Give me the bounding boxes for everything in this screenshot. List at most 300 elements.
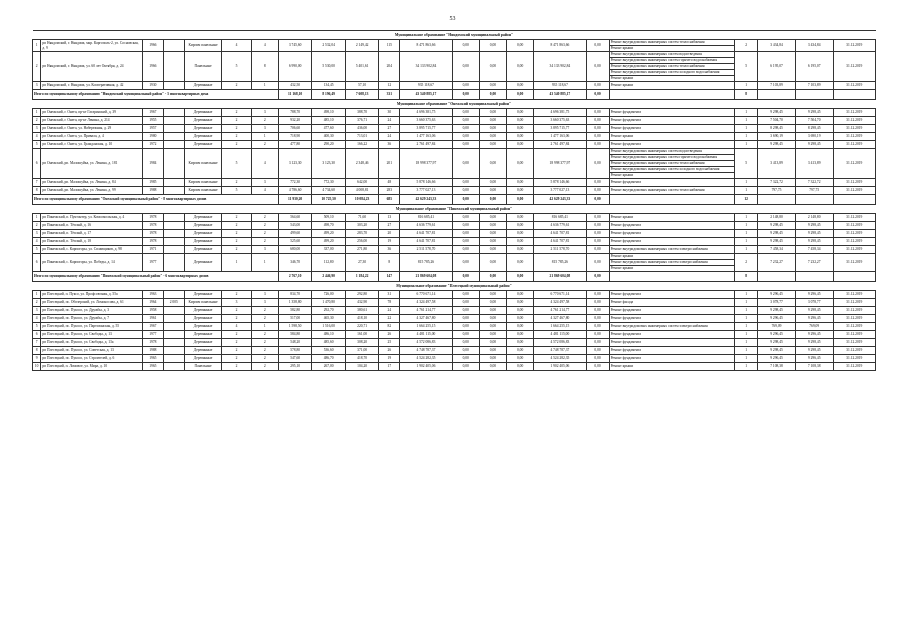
cell-cost: 4 748 787,37 [400, 347, 452, 355]
cell-z1: 0,00 [452, 299, 479, 307]
cell-addr: рп Плесецкий, пс. Пуксоо, ул. Партизанская, д. 55 [41, 323, 143, 331]
cell-z4: 0,00 [586, 133, 609, 141]
cell-z4: 0,00 [586, 109, 609, 117]
cell-a3: 256,00 [345, 238, 378, 246]
total-a1: 2 767,10 [278, 272, 311, 282]
cell-cost: 6 770 671,14 [400, 291, 452, 299]
cell-k: 1 [735, 299, 758, 307]
cell-a2: 5 530,00 [312, 52, 345, 82]
cell-a1: 706,60 [278, 125, 311, 133]
total-a3: 7 608,13 [345, 90, 378, 100]
cell-c2: 1 477 163,06 [534, 133, 586, 141]
cell-works [609, 52, 735, 82]
cell-z3: 0,00 [507, 52, 534, 82]
work-item: Ремонт внутридомовых инженерных систем электроснабжения [610, 247, 708, 251]
cell-a3: 388,70 [345, 109, 378, 117]
cell-addr: рп Пинежский, п. Тёплый, д. 16 [41, 222, 143, 230]
cell-y2 [163, 230, 184, 238]
total-empty-s1 [758, 195, 796, 205]
cell-s1: 7 458,34 [758, 246, 796, 254]
cell-addr: рп Плесецкий, пс. Пуксоо, ул. Советская, д. 13 [41, 347, 143, 355]
cell-k: 1 [735, 363, 758, 371]
cell-a1: 1 598,50 [278, 323, 311, 331]
work-item: Ремонт фундамента [610, 332, 641, 336]
cell-k: 1 [735, 187, 758, 195]
section-title: Муниципальное образование "Няндомский муниципальный район" [33, 31, 876, 40]
cell-date: 31.12.2019 [833, 339, 875, 347]
cell-n: 6 [33, 149, 41, 179]
page-number: 53 [449, 16, 456, 22]
total-works-empty [609, 195, 735, 205]
cell-works [609, 141, 735, 149]
total-cost: 21 869 604,08 [400, 272, 452, 282]
cell-z3: 0,00 [507, 117, 534, 125]
cell-a1: 477,80 [278, 141, 311, 149]
total-c2: 42 629 243,33 [534, 195, 586, 205]
cell-z3: 0,00 [507, 355, 534, 363]
cell-floors: 2 [222, 125, 251, 133]
cell-z1: 0,00 [452, 307, 479, 315]
table-row [33, 109, 876, 117]
cell-cost: 4 524 282,35 [400, 355, 452, 363]
table-row [33, 40, 876, 52]
cell-s2: 9 298,45 [795, 141, 833, 149]
cell-c2: 5 878 146,66 [534, 179, 586, 187]
cell-a2: 498,70 [312, 222, 345, 230]
cell-a2: 2 532,04 [312, 40, 345, 52]
cell-a1: 1 358,80 [278, 299, 311, 307]
cell-year: 1988 [142, 347, 163, 355]
cell-date: 31.12.2019 [833, 347, 875, 355]
cell-entr: 4 [251, 149, 278, 179]
cell-z1: 0,00 [452, 52, 479, 82]
cell-z3: 0,00 [507, 109, 534, 117]
cell-z3: 0,00 [507, 347, 534, 355]
total-z2: 0,00 [479, 195, 506, 205]
cell-year: 1980 [142, 133, 163, 141]
cell-z3: 0,00 [507, 40, 534, 52]
cell-year: 1958 [142, 307, 163, 315]
cell-cost: 3 777 027,13 [400, 187, 452, 195]
table-row [33, 141, 876, 149]
cell-z3: 0,00 [507, 141, 534, 149]
cell-z3: 0,00 [507, 339, 534, 347]
cell-cost: 4 696 381,75 [400, 109, 452, 117]
cell-addr: рп Няндомский, г. Няндома, ул. 60 лет Октября, д. 24 [41, 52, 143, 82]
cell-cost: 4 481 115,00 [400, 331, 452, 339]
cell-addr: рп Плесецкий, п. Пуксо, ул. Профсоюзная, д. 55а [41, 291, 143, 299]
cell-a3: 418,70 [345, 355, 378, 363]
cell-a3: 57,10 [345, 82, 378, 90]
cell-z4: 0,00 [586, 141, 609, 149]
cell-walls: Деревянные [184, 222, 222, 230]
cell-a3: 642,00 [345, 179, 378, 187]
cell-c2: 935 118,67 [534, 82, 586, 90]
cell-floors: 5 [222, 149, 251, 179]
cell-z2: 0,00 [479, 109, 506, 117]
cell-walls: Деревянные [184, 230, 222, 238]
work-item: Ремонт фундамента [610, 110, 641, 114]
work-item: Ремонт внутридомовых инженерных систем горячего водоснабжения [610, 155, 735, 161]
cell-a1: 788,70 [278, 109, 311, 117]
work-item: Ремонт фундамента [610, 292, 641, 296]
cell-z1: 0,00 [452, 291, 479, 299]
cell-s2: 6 195,07 [795, 52, 833, 82]
cell-z4: 0,00 [586, 149, 609, 179]
work-item: Ремонт внутридомовых инженерных систем горячего водоснабжения [610, 58, 735, 64]
table-row [33, 222, 876, 230]
cell-z3: 0,00 [507, 363, 534, 371]
cell-y2 [163, 109, 184, 117]
work-item: Ремонт внутридомовых инженерных систем электроснабжения [610, 324, 708, 328]
cell-a3: 371,00 [345, 347, 378, 355]
cell-res: 19 [379, 238, 400, 246]
cell-year: 1977 [142, 331, 163, 339]
cell-date: 31.12.2019 [833, 230, 875, 238]
cell-floors: 2 [222, 339, 251, 347]
cell-date: 31.12.2019 [833, 331, 875, 339]
cell-y2 [163, 117, 184, 125]
cell-z3: 0,00 [507, 214, 534, 222]
cell-a1: 4 786,60 [278, 187, 311, 195]
cell-works [609, 133, 735, 141]
total-z4: 0,00 [586, 272, 609, 282]
cell-date: 31.12.2019 [833, 291, 875, 299]
cell-floors: 2 [222, 230, 251, 238]
cell-k: 1 [735, 214, 758, 222]
table-row [33, 238, 876, 246]
cell-s2: 9 296,45 [795, 355, 833, 363]
cell-date: 31.12.2019 [833, 355, 875, 363]
cell-walls: Панельные [184, 52, 222, 82]
cell-date: 31.12.2019 [833, 179, 875, 187]
cell-a2: 486,70 [312, 355, 345, 363]
work-item: Ремонт фундамента [610, 180, 641, 184]
table-row [33, 307, 876, 315]
cell-works [609, 117, 735, 125]
cell-works [609, 222, 735, 230]
cell-a2: 1 470,80 [312, 299, 345, 307]
cell-works [609, 323, 735, 331]
cell-z3: 0,00 [507, 187, 534, 195]
cell-z2: 0,00 [479, 315, 506, 323]
table-row [33, 179, 876, 187]
cell-y2 [163, 347, 184, 355]
cell-z1: 0,00 [452, 222, 479, 230]
cell-z2: 0,00 [479, 299, 506, 307]
cell-s2: 9 298,45 [795, 347, 833, 355]
cell-entr: 3 [251, 246, 278, 254]
cell-z1: 0,00 [452, 214, 479, 222]
cell-n: 3 [33, 82, 41, 90]
cell-res: 48 [379, 179, 400, 187]
cell-y2 [163, 355, 184, 363]
cell-a1: 582,80 [278, 307, 311, 315]
cell-c2: 4 324 497,58 [534, 299, 586, 307]
cell-z2: 0,00 [479, 222, 506, 230]
cell-cost: 815 785,26 [400, 254, 452, 272]
cell-s1: 7 322,72 [758, 179, 796, 187]
cell-walls: Деревянные [184, 246, 222, 254]
cell-works [609, 179, 735, 187]
total-a3: 1 184,22 [345, 272, 378, 282]
total-empty-s1 [758, 90, 796, 100]
cell-s2: 9 298,45 [795, 238, 833, 246]
cell-c2: 2 761 497,84 [534, 141, 586, 149]
cell-y2 [163, 149, 184, 179]
work-item: Ремонт внутридомовых инженерных систем теплоснабжения [610, 64, 735, 70]
cell-year: 1977 [142, 254, 163, 272]
cell-k: 1 [735, 315, 758, 323]
cell-c2: 4 748 787,37 [534, 347, 586, 355]
cell-res: 24 [379, 307, 400, 315]
cell-s1: 3 413,89 [758, 149, 796, 179]
cell-year: 1984 [142, 149, 163, 179]
cell-z2: 0,00 [479, 331, 506, 339]
cell-z1: 0,00 [452, 355, 479, 363]
cell-walls: Деревянные [184, 133, 222, 141]
work-item: Ремонт крыши [610, 266, 634, 270]
cell-s2: 7 108,38 [795, 363, 833, 371]
cell-c2: 34 133 902,84 [534, 52, 586, 82]
cell-s2: 9 296,45 [795, 315, 833, 323]
cell-year: 1972 [142, 141, 163, 149]
cell-z4: 0,00 [586, 125, 609, 133]
cell-addr: рп Онежский, г. Онега, пр-кт Ленина, д. 214 [41, 117, 143, 125]
work-item: Ремонт внутридомовых инженерных систем холодного водоснабжения [610, 167, 735, 173]
cell-floors: 2 [222, 347, 251, 355]
cell-a3: 220,71 [345, 323, 378, 331]
cell-a1: 525,60 [278, 238, 311, 246]
cell-z4: 0,00 [586, 187, 609, 195]
cell-res: 204 [379, 52, 400, 82]
cell-z2: 0,00 [479, 347, 506, 355]
cell-s1: 9 298,45 [758, 230, 796, 238]
cell-year: 1963 [142, 291, 163, 299]
cell-addr: рп Онежский, г. Онега, ул. Набережная, д. 29 [41, 125, 143, 133]
cell-k: 1 [735, 222, 758, 230]
cell-a2: 290,20 [312, 141, 345, 149]
cell-res: 13 [379, 214, 400, 222]
cell-entr: 1 [251, 254, 278, 272]
total-z3: 0,00 [507, 272, 534, 282]
cell-s2: 769,09 [795, 323, 833, 331]
cell-z3: 0,00 [507, 254, 534, 272]
work-item: Ремонт крыши [610, 83, 634, 87]
cell-z1: 0,00 [452, 187, 479, 195]
cell-a1: 3 745,60 [278, 40, 311, 52]
cell-walls: Деревянные [184, 347, 222, 355]
cell-addr: рп Плесецкий, пс. Пуксоо, ул. Дружбы, д. 3 [41, 307, 143, 315]
cell-y2 [163, 254, 184, 272]
cell-walls: Деревянные [184, 331, 222, 339]
cell-floors: 2 [222, 363, 251, 371]
total-label: Итого по муниципальному образованию "Няндомский муниципальный район" - 3 многоквартирных дома [33, 90, 279, 100]
cell-floors: 5 [222, 187, 251, 195]
cell-c2: 4 572 086,83 [534, 339, 586, 347]
cell-a2: 134,45 [312, 82, 345, 90]
cell-res: 24 [379, 133, 400, 141]
cell-n: 1 [33, 109, 41, 117]
cell-a1: 432,50 [278, 82, 311, 90]
cell-s1: 9 296,45 [758, 331, 796, 339]
cell-y2: 2 005 [163, 299, 184, 307]
cell-y2 [163, 52, 184, 82]
cell-s1: 9 298,45 [758, 307, 796, 315]
total-k: 8 [735, 90, 758, 100]
cell-y2 [163, 339, 184, 347]
total-c2: 21 869 604,08 [534, 272, 586, 282]
cell-cost: 18 998 377,97 [400, 149, 452, 179]
total-res: 147 [379, 272, 400, 282]
cell-res: 27 [379, 125, 400, 133]
cell-addr: рп Няндомский, г. Няндома, мкр. Каргополь-2, ул. Сосновская, д. 9 [41, 40, 143, 52]
cell-a1: 772,30 [278, 179, 311, 187]
cell-addr: рп Онежский, рп. Малошуйка, ул. Ленина, д. 84 [41, 179, 143, 187]
cell-res: 82 [379, 323, 400, 331]
cell-c2: 4 524 282,35 [534, 355, 586, 363]
cell-y2 [163, 125, 184, 133]
cell-z4: 0,00 [586, 222, 609, 230]
total-z2: 0,00 [479, 272, 506, 282]
cell-date: 31.12.2019 [833, 133, 875, 141]
cell-a2: 486,10 [312, 331, 345, 339]
cell-year: 1978 [142, 339, 163, 347]
cell-z3: 0,00 [507, 230, 534, 238]
work-item: Ремонт фундамента [610, 316, 641, 320]
cell-s2: 3 078,77 [795, 299, 833, 307]
cell-c2: 4 636 779,61 [534, 222, 586, 230]
cell-works [609, 299, 735, 307]
cell-y2 [163, 315, 184, 323]
cell-walls: Деревянные [184, 238, 222, 246]
cell-y2 [163, 222, 184, 230]
cell-c2: 8 471 863,66 [534, 40, 586, 52]
total-empty-s1 [758, 272, 796, 282]
cell-k: 1 [735, 179, 758, 187]
cell-z4: 0,00 [586, 339, 609, 347]
cell-floors: 2 [222, 179, 251, 187]
cell-s2: 3 413,89 [795, 149, 833, 179]
cell-c2: 815 785,26 [534, 254, 586, 272]
cell-entr: 2 [251, 238, 278, 246]
cell-z3: 0,00 [507, 82, 534, 90]
cell-s1: 7 232,27 [758, 254, 796, 272]
cell-z1: 0,00 [452, 363, 479, 371]
cell-n: 5 [33, 323, 41, 331]
cell-res: 19 [379, 355, 400, 363]
work-item: Ремонт крыши [610, 46, 634, 50]
total-c2: 43 540 885,17 [534, 90, 586, 100]
cell-z2: 0,00 [479, 179, 506, 187]
cell-date: 31.12.2019 [833, 141, 875, 149]
cell-addr: рп Няндомский, г. Няндома, ул. Кооперативная, д. 42 [41, 82, 143, 90]
cell-c2: 1 664 255,15 [534, 323, 586, 331]
cell-n: 1 [33, 40, 41, 52]
cell-floors: 2 [222, 238, 251, 246]
work-item: Ремонт крыши [610, 254, 735, 260]
cell-cost: 2 511 578,70 [400, 246, 452, 254]
cell-a2: 509,10 [312, 214, 345, 222]
cell-addr: рп Онежский, рп. Малошуйка, ул. Ленина, д. 99 [41, 187, 143, 195]
cell-z1: 0,00 [452, 230, 479, 238]
cell-entr: 3 [251, 299, 278, 307]
cell-cost: 935 118,67 [400, 82, 452, 90]
cell-year: 1965 [142, 355, 163, 363]
cell-s1: 797,75 [758, 187, 796, 195]
work-item: Ремонт внутридомовых инженерных систем теплоснабжения [610, 161, 735, 167]
work-item: Ремонт фундамента [610, 118, 641, 122]
cell-walls: Деревянные [184, 125, 222, 133]
cell-z1: 0,00 [452, 315, 479, 323]
cell-cost: 4 327 467,80 [400, 315, 452, 323]
cell-addr: рп Плесецкий, пс. Пуксоо, ул. Строителей, д. 6 [41, 355, 143, 363]
cell-works [609, 347, 735, 355]
total-z4: 0,00 [586, 90, 609, 100]
cell-y2 [163, 307, 184, 315]
cell-k: 1 [735, 307, 758, 315]
cell-floors: 2 [222, 291, 251, 299]
cell-z4: 0,00 [586, 117, 609, 125]
table-row [33, 214, 876, 222]
cell-year: 1988 [142, 187, 163, 195]
cell-s1: 9 298,45 [758, 109, 796, 117]
total-empty-s2 [795, 272, 833, 282]
cell-entr: 1 [251, 82, 278, 90]
cell-date: 31.12.2019 [833, 82, 875, 90]
cell-y2 [163, 246, 184, 254]
cell-works [609, 246, 735, 254]
cell-n: 5 [33, 141, 41, 149]
work-item: Ремонт фундамента [610, 340, 641, 344]
cell-works [609, 315, 735, 323]
cell-res: 20 [379, 230, 400, 238]
cell-works [609, 82, 735, 90]
cell-a3: 2 149,42 [345, 40, 378, 52]
cell-year: 1978 [142, 230, 163, 238]
cell-walls: Деревянные [184, 291, 222, 299]
cell-floors: 5 [222, 52, 251, 82]
cell-s2: 9 298,45 [795, 230, 833, 238]
cell-n: 7 [33, 179, 41, 187]
cell-z4: 0,00 [586, 82, 609, 90]
cell-s2: 9 298,45 [795, 222, 833, 230]
work-item: Ремонт фасада [610, 300, 634, 304]
cell-k: 1 [735, 331, 758, 339]
cell-y2 [163, 214, 184, 222]
cell-z2: 0,00 [479, 363, 506, 371]
cell-floors: 2 [222, 82, 251, 90]
cell-n: 2 [33, 117, 41, 125]
cell-addr: рп Плесецкий, пс. Пуксоо, ул. Дружбы, д. 7 [41, 315, 143, 323]
cell-z4: 0,00 [586, 323, 609, 331]
cell-works [609, 307, 735, 315]
table-row [33, 363, 876, 371]
work-item: Ремонт внутридомовых инженерных систем электроснабжения [610, 260, 735, 266]
cell-z4: 0,00 [586, 179, 609, 187]
cell-n: 1 [33, 291, 41, 299]
cell-n: 4 [33, 133, 41, 141]
cell-a3: 292,80 [345, 291, 378, 299]
cell-addr: рп Пинежский, п. Тёплый, д. 18 [41, 238, 143, 246]
cell-entr: 2 [251, 339, 278, 347]
work-item: Ремонт крыши [610, 134, 634, 138]
cell-c2: 4 696 381,75 [534, 109, 586, 117]
cell-works [609, 339, 735, 347]
cell-c2: 4 641 707,81 [534, 238, 586, 246]
cell-res: 283 [379, 187, 400, 195]
cell-s1: 7 103,89 [758, 82, 796, 90]
